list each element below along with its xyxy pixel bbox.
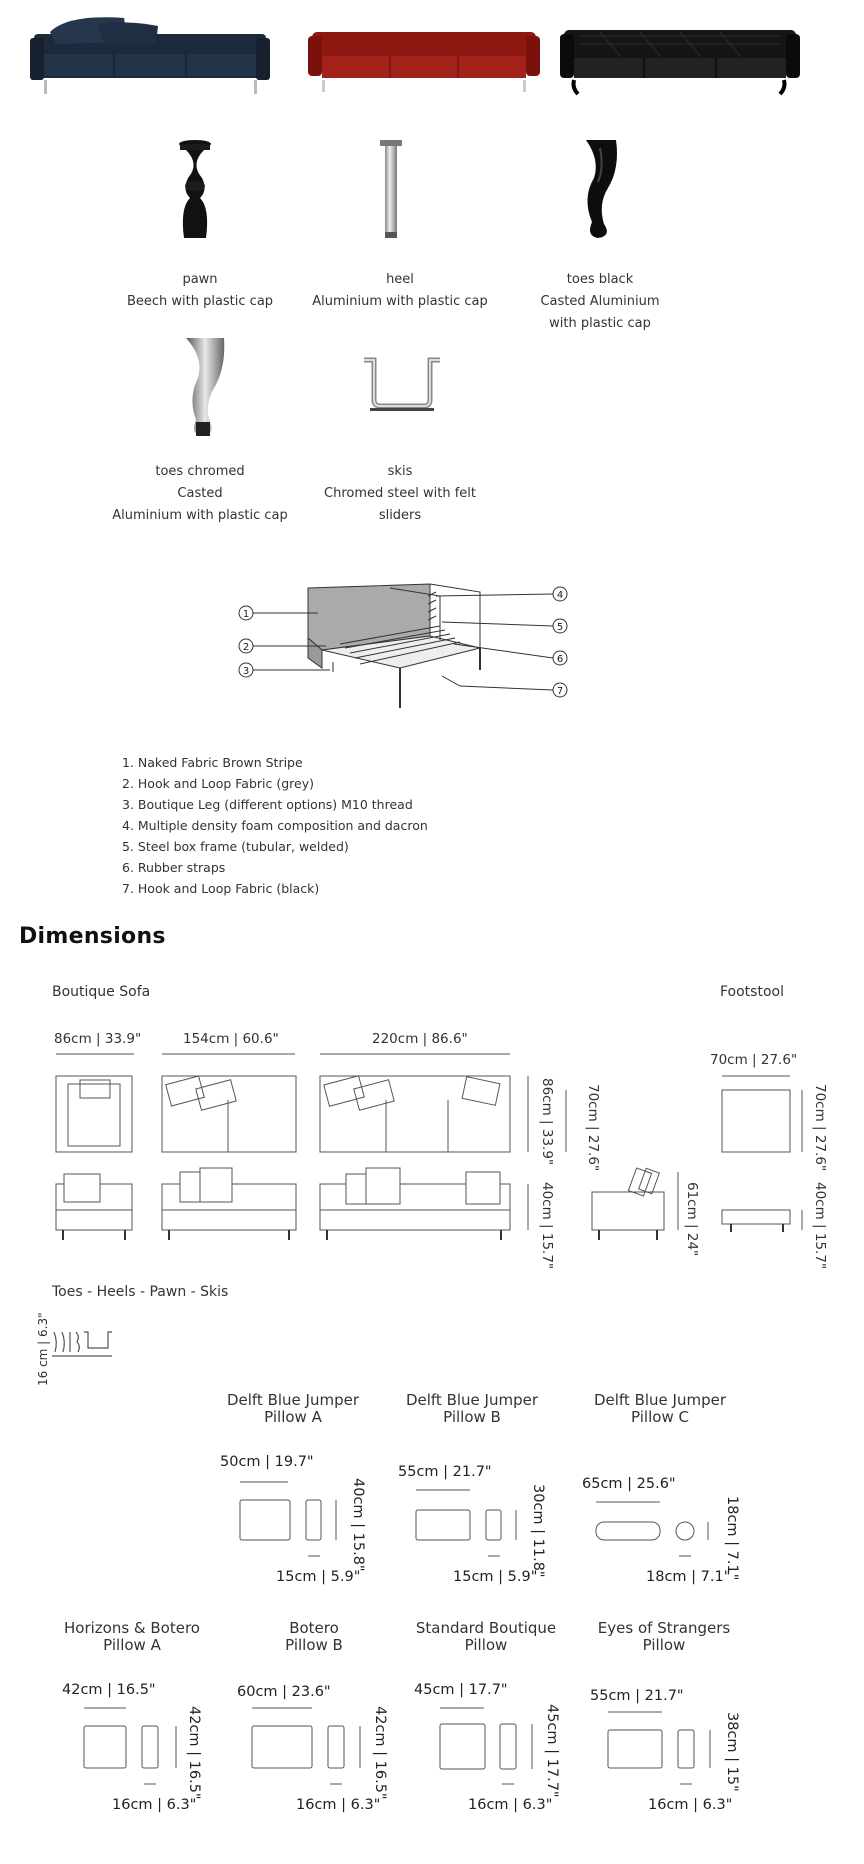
pillow-title [234,1620,394,1654]
pillow-height: 42cm | 16.5" [372,1706,388,1800]
pillow-title-line: Horizons & Botero [64,1619,200,1637]
boutique-sofa-label: Boutique Sofa [52,984,151,1000]
sofa-dimension-drawings [50,1050,850,1270]
pillow-title-line: Delft Blue Jumper [405,1391,539,1409]
legend-item: 1. Naked Fabric Brown Stripe [122,755,303,770]
legs-height: 16 cm | 6.3" [36,1312,50,1386]
leg-name: toes chromed [155,464,245,479]
pillow-title-line: Delft Blue Jumper [226,1391,360,1409]
pillow-title-line: Standard Boutique [415,1619,557,1637]
leg-caption-heel [300,269,500,313]
pillow-depth: 16cm | 6.3" [296,1797,381,1813]
pillow-title [52,1620,212,1654]
pillow-title-line: Pillow B [443,1408,501,1426]
callout-1: 1 [242,609,250,620]
pillow-width: 55cm | 21.7" [590,1688,684,1704]
leg-desc: Casted [177,486,223,501]
pillow-width: 65cm | 25.6" [582,1476,676,1492]
pillow-width: 60cm | 23.6" [237,1684,331,1700]
footstool-label: Footstool [720,984,784,1000]
leg-caption-toes-black [500,269,700,335]
pillow-width: 45cm | 17.7" [414,1682,508,1698]
pawn-leg-image [170,138,220,242]
leg-desc: Aluminium with plastic cap [112,508,288,523]
height-61: 61cm | 24" [684,1182,700,1257]
pillow-width: 50cm | 19.7" [220,1454,314,1470]
callout-7: 7 [556,686,564,697]
pillow-depth: 15cm | 5.9" [453,1569,538,1585]
sofa-photo-blue [28,8,272,100]
pillow-height: 40cm | 15.8" [350,1478,366,1572]
pillow-title-line: Eyes of Strangers [597,1619,731,1637]
pillow-title-line: Pillow B [285,1636,343,1654]
pillow-title-line: Pillow [464,1636,508,1654]
leg-caption-skis [300,461,500,527]
legend-item: 2. Hook and Loop Fabric (grey) [122,776,314,791]
callout-3: 3 [242,666,250,677]
pillow-height: 45cm | 17.7" [544,1704,560,1798]
width-154: 154cm | 60.6" [183,1031,279,1047]
leg-caption-pawn [100,269,300,313]
pillow-height: 30cm | 11.8" [530,1484,546,1578]
pillow-title [213,1392,373,1426]
leg-desc: Beech with plastic cap [126,294,274,309]
legend-item: 7. Hook and Loop Fabric (black) [122,881,320,896]
legend-item: 6. Rubber straps [122,860,226,875]
callout-6: 6 [556,654,564,665]
pillow-height: 38cm | 15" [724,1712,740,1792]
width-86: 86cm | 33.9" [54,1031,142,1047]
dimensions-heading: Dimensions [19,924,166,949]
parts-legend [122,752,428,899]
depth-70-footstool: 70cm | 27.6" [812,1084,828,1172]
legs-mini-drawing [52,1328,114,1358]
pillow-depth: 16cm | 6.3" [112,1797,197,1813]
leg-name: heel [386,272,414,287]
skis-leg-image [360,354,444,414]
legend-item: 3. Boutique Leg (different options) M10 thread [122,797,413,812]
pillow-title-line: Pillow A [264,1408,322,1426]
sofa-photo-black [560,26,800,96]
depth-70: 70cm | 27.6" [585,1084,601,1172]
pillow-drawings-row2 [60,1704,780,1794]
width-220: 220cm | 86.6" [372,1031,468,1047]
legend-item: 4. Multiple density foam composition and dacron [122,818,428,833]
pillow-width: 55cm | 21.7" [398,1464,492,1480]
pillow-depth: 15cm | 5.9" [276,1569,361,1585]
toes-chromed-leg-image [180,336,232,440]
pillow-title [580,1392,740,1426]
leg-name: skis [387,464,413,479]
leg-caption-toes-chromed [100,461,300,527]
pillow-title-line: Delft Blue Jumper [593,1391,727,1409]
leg-name: toes black [566,272,634,287]
construction-diagram [230,576,580,716]
depth-86: 86cm | 33.9" [539,1078,555,1166]
pillow-title-line: Pillow A [103,1636,161,1654]
pillow-depth: 16cm | 6.3" [648,1797,733,1813]
pillow-height: 42cm | 16.5" [186,1706,202,1800]
sofa-photo-red [308,26,540,94]
callout-4: 4 [556,590,564,601]
leg-desc: with plastic cap [549,316,651,331]
pillow-drawings-row1 [230,1478,750,1568]
callout-5: 5 [556,622,564,633]
pillow-title [406,1620,566,1654]
width-70-footstool: 70cm | 27.6" [710,1052,798,1068]
callout-2: 2 [242,642,250,653]
legend-item: 5. Steel box frame (tubular, welded) [122,839,349,854]
heel-leg-image [376,138,406,242]
legs-dimension-label: Toes - Heels - Pawn - Skis [52,1284,229,1300]
pillow-depth: 16cm | 6.3" [468,1797,553,1813]
pillow-height: 18cm | 7.1" [724,1496,740,1581]
pillow-width: 42cm | 16.5" [62,1682,156,1698]
height-40-footstool: 40cm | 15.7" [812,1182,828,1270]
leg-desc: sliders [378,508,422,523]
height-40: 40cm | 15.7" [539,1182,555,1270]
pillow-title-line: Pillow C [631,1408,689,1426]
pillow-depth: 18cm | 7.1" [646,1569,731,1585]
leg-desc: Casted Aluminium [540,294,660,309]
pillow-title [584,1620,744,1654]
pillow-title-line: Botero [289,1619,339,1637]
toes-black-leg-image [578,138,624,242]
leg-desc: Chromed steel with felt [324,486,476,501]
pillow-title-line: Pillow [642,1636,686,1654]
leg-name: pawn [182,272,218,287]
pillow-title [392,1392,552,1426]
leg-desc: Aluminium with plastic cap [312,294,488,309]
